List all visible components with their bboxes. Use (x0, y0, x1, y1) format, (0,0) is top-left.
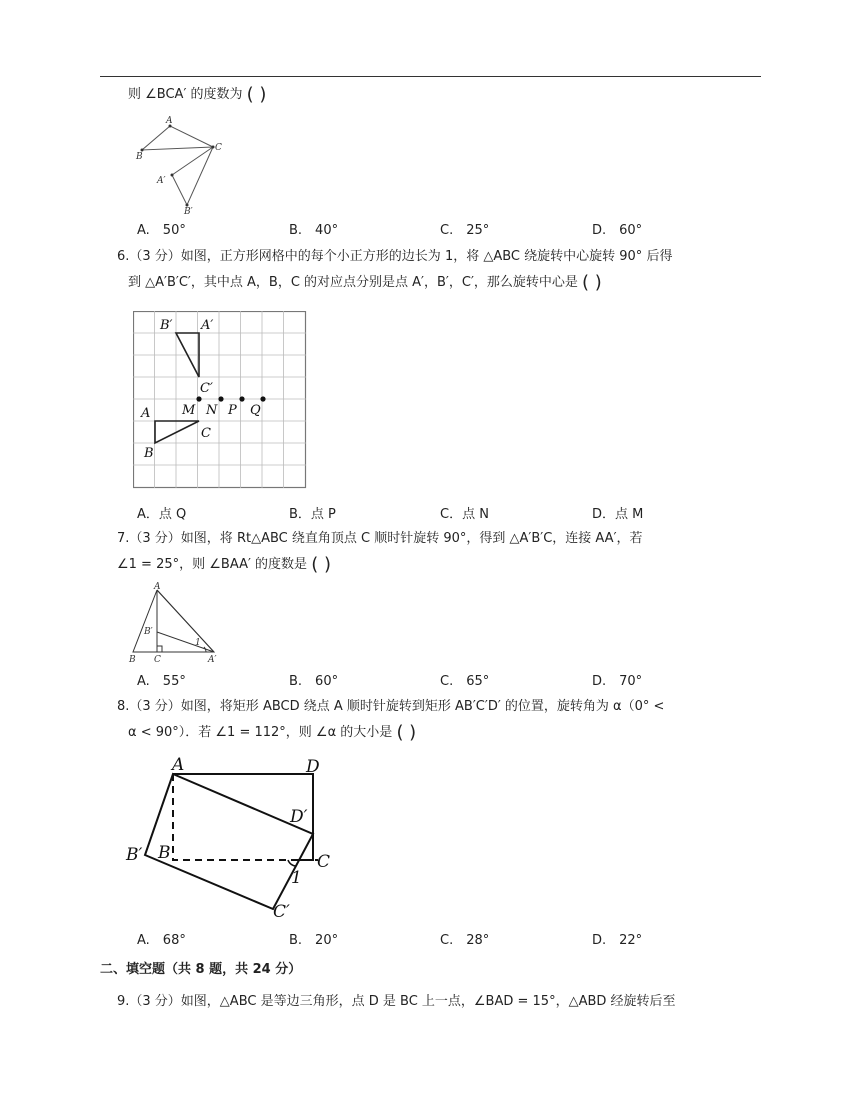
q5-label-a1: A′ (157, 176, 166, 186)
q7-option-d[interactable]: D. 70° (592, 674, 643, 689)
q5-figure (130, 112, 230, 218)
q5-label-b1: B′ (184, 207, 193, 217)
q8-option-c[interactable]: C. 28° (440, 933, 490, 948)
q8-option-a[interactable]: A. 68° (137, 933, 186, 948)
q8-option-b[interactable]: B. 20° (289, 933, 339, 948)
q6-label-a: A (141, 406, 151, 421)
q8-label-a: A (172, 755, 185, 775)
q7-option-a[interactable]: A. 55° (137, 674, 186, 689)
q8-label-b: B (158, 843, 171, 863)
q7-label-1: 1 (195, 638, 201, 648)
q7-label-b: B (129, 655, 136, 665)
q6-label-c1: C′ (200, 381, 213, 396)
q5-text: 则 ∠BCA′ 的度数为 ( ) (128, 84, 267, 105)
q6-label-b1: B′ (160, 318, 173, 333)
q7-option-c[interactable]: C. 65° (440, 674, 490, 689)
q5-option-d[interactable]: D. 60° (592, 223, 643, 238)
q6-option-d[interactable]: D．点 M (592, 507, 644, 522)
q6-line2: 到 △A′B′C′，其中点 A，B，C 的对应点分别是点 A′，B′，C′，那么旋转中心是 ( ) (128, 272, 602, 293)
q5-label-b: B (136, 152, 143, 162)
q5-option-c[interactable]: C. 25° (440, 223, 490, 238)
q8-label-b1: B′ (126, 845, 143, 865)
q8-option-d[interactable]: D. 22° (592, 933, 643, 948)
q6-label-n: N (206, 403, 218, 418)
q8-label-d1: D′ (290, 807, 308, 827)
q7-label-b1: B′ (144, 627, 153, 637)
q7-label-c: C (154, 655, 161, 665)
q7-line2: ∠1 = 25°，则 ∠BAA′ 的度数是 ( ) (117, 554, 331, 575)
q6-option-a[interactable]: A．点 Q (137, 507, 187, 522)
q7-option-b[interactable]: B. 60° (289, 674, 339, 689)
q9-line1: 9.（3 分）如图，△ABC 是等边三角形，点 D 是 BC 上一点，∠BAD = 15°，△ABD 经旋转后至 (117, 994, 676, 1009)
q6-label-c: C (201, 426, 211, 441)
q6-label-m: M (182, 403, 196, 418)
q8-label-1: 1 (291, 868, 302, 888)
q7-figure (126, 582, 226, 666)
q6-label-p: P (228, 403, 237, 418)
q8-label-c1: C′ (273, 902, 290, 922)
q6-option-c[interactable]: C．点 N (440, 507, 489, 522)
section-heading-fill-in: 二、填空题（共 8 题，共 24 分） (100, 962, 302, 977)
q6-option-b[interactable]: B．点 P (289, 507, 336, 522)
q8-figure (120, 752, 340, 924)
q8-line2: α < 90°）．若 ∠1 = 112°，则 ∠α 的大小是 ( ) (128, 722, 417, 743)
q5-option-b[interactable]: B. 40° (289, 223, 339, 238)
q5-label-c: C (215, 143, 222, 153)
q6-label-q: Q (250, 403, 261, 418)
q7-label-a1: A′ (208, 655, 217, 665)
q8-line1: 8.（3 分）如图，将矩形 ABCD 绕点 A 顺时针旋转到矩形 AB′C′D′ 的位置，旋转角为 α（0° < (117, 699, 665, 714)
q5-option-a[interactable]: A. 50° (137, 223, 186, 238)
q7-label-a: A (154, 582, 161, 592)
q8-label-d: D (306, 757, 320, 777)
q6-label-a1: A′ (201, 318, 214, 333)
q7-line1: 7.（3 分）如图，将 Rt△ABC 绕直角顶点 C 顺时针旋转 90°，得到 △A′B′C，连接 AA′，若 (117, 531, 643, 546)
q6-line1: 6.（3 分）如图，正方形网格中的每个小正方形的边长为 1，将 △ABC 绕旋转中心旋转 90° 后得 (117, 249, 673, 264)
q6-label-b: B (144, 446, 154, 461)
q5-label-a: A (166, 116, 173, 126)
q8-label-c: C (317, 852, 331, 872)
header-rule (100, 76, 761, 77)
q6-grid-figure (133, 311, 308, 491)
